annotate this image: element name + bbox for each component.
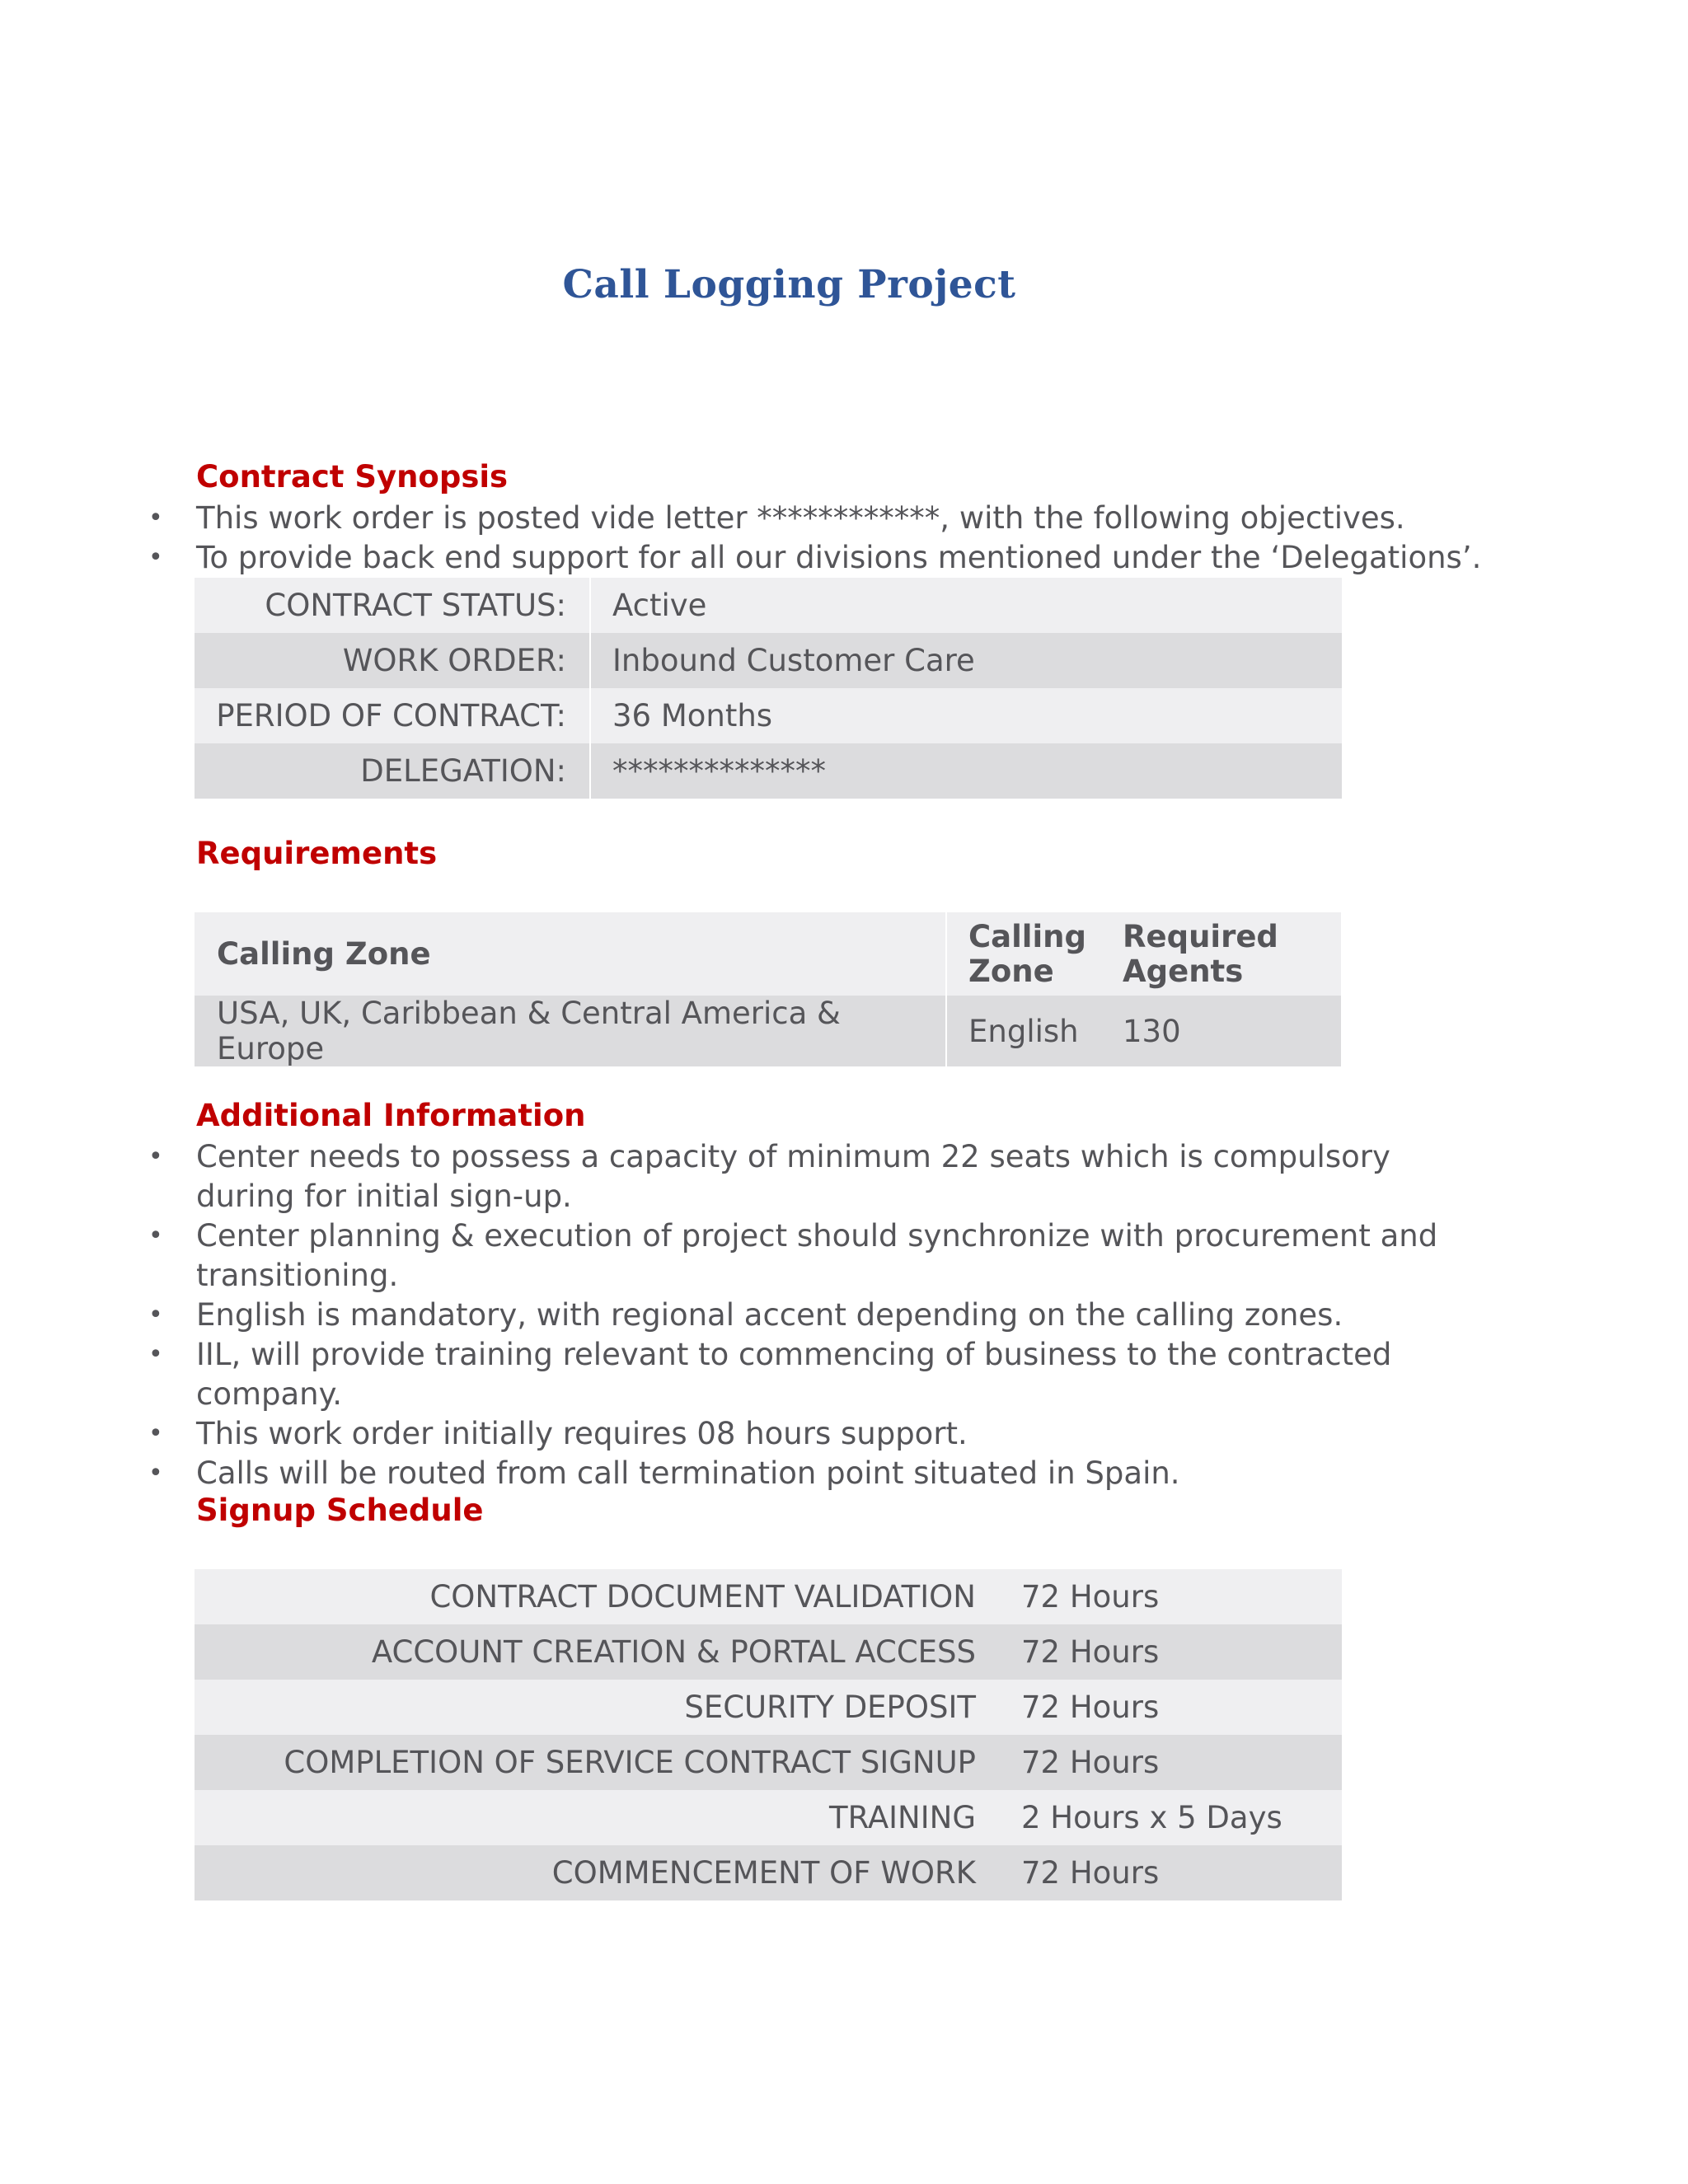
schedule-item-value: 72 Hours (1021, 1634, 1160, 1670)
column-header: Calling Zone (195, 912, 946, 996)
table-row (195, 1680, 1342, 1735)
schedule-item-value: 72 Hours (1021, 1579, 1160, 1615)
signup-schedule-heading: Signup Schedule (196, 1493, 484, 1528)
language-cell: English (968, 1013, 1079, 1049)
schedule-item-label: ACCOUNT CREATION & PORTAL ACCESS (371, 1634, 976, 1670)
list-item: • This work order initially requires 08 hours support. (148, 1414, 1484, 1454)
table-row (195, 1735, 1342, 1790)
required-agents-cell: 130 (1123, 1013, 1181, 1049)
list-item: • Center needs to possess a capacity of minimum 22 seats which is compulsory during for initial sign-up. (148, 1137, 1484, 1216)
requirements-table (195, 912, 1342, 1066)
additional-information-list (148, 1137, 1484, 1493)
period-of-contract-label: PERIOD OF CONTRACT: (195, 688, 590, 743)
contract-synopsis-heading: Contract Synopsis (196, 459, 509, 494)
schedule-item-label: CONTRACT DOCUMENT VALIDATION (429, 1579, 976, 1615)
table-row (195, 996, 1341, 1066)
contract-synopsis-list (148, 499, 1484, 578)
table-header-row (195, 912, 1341, 996)
work-order-label: WORK ORDER: (195, 633, 590, 688)
list-item: • This work order is posted vide letter ************, with the following objectives. (148, 499, 1484, 538)
schedule-item-value: 72 Hours (1021, 1855, 1160, 1891)
table-row (195, 1790, 1342, 1845)
column-header-text: Required Agents (1123, 918, 1278, 989)
list-item: • IIL, will provide training relevant to commencing of business to the contracted company. (148, 1335, 1484, 1414)
table-row (195, 633, 1342, 688)
schedule-item-value: 2 Hours x 5 Days (1021, 1800, 1282, 1835)
delegation-value: ************** (612, 753, 826, 789)
additional-information-heading: Additional Information (196, 1098, 586, 1133)
requirements-heading: Requirements (196, 836, 438, 871)
table-row (195, 688, 1342, 743)
table-row (195, 1569, 1342, 1624)
list-item: • To provide back end support for all our divisions mentioned under the ‘Delegations’. (148, 538, 1484, 578)
signup-schedule-table (195, 1569, 1342, 1900)
schedule-item-label: COMPLETION OF SERVICE CONTRACT SIGNUP (284, 1745, 976, 1780)
list-item: • English is mandatory, with regional accent depending on the calling zones. (148, 1296, 1484, 1335)
list-item: • Center planning & execution of project should synchronize with procurement and transitioning. (148, 1216, 1484, 1296)
column-header (1123, 912, 1341, 996)
table-row (195, 743, 1342, 799)
schedule-item-label: TRAINING (829, 1800, 976, 1835)
delegation-label: DELEGATION: (195, 743, 590, 799)
table-row (195, 1624, 1342, 1680)
schedule-item-value: 72 Hours (1021, 1690, 1160, 1725)
contract-status-value: Active (612, 588, 707, 623)
calling-zone-cell: USA, UK, Caribbean & Central America & Europe (195, 996, 946, 1066)
period-of-contract-value: 36 Months (612, 698, 773, 733)
contract-details-table (195, 578, 1342, 799)
contract-status-label: CONTRACT STATUS: (195, 578, 590, 633)
table-row (195, 578, 1342, 633)
table-row (195, 1845, 1342, 1900)
schedule-item-label: SECURITY DEPOSIT (684, 1690, 976, 1725)
page-title: Call Logging Project (562, 262, 1016, 307)
column-header (946, 912, 1123, 996)
column-header-text: Calling Zone (968, 918, 1086, 989)
list-item: • Calls will be routed from call termination point situated in Spain. (148, 1454, 1484, 1493)
schedule-item-label: COMMENCEMENT OF WORK (551, 1855, 976, 1891)
schedule-item-value: 72 Hours (1021, 1745, 1160, 1780)
work-order-value: Inbound Customer Care (612, 643, 975, 678)
